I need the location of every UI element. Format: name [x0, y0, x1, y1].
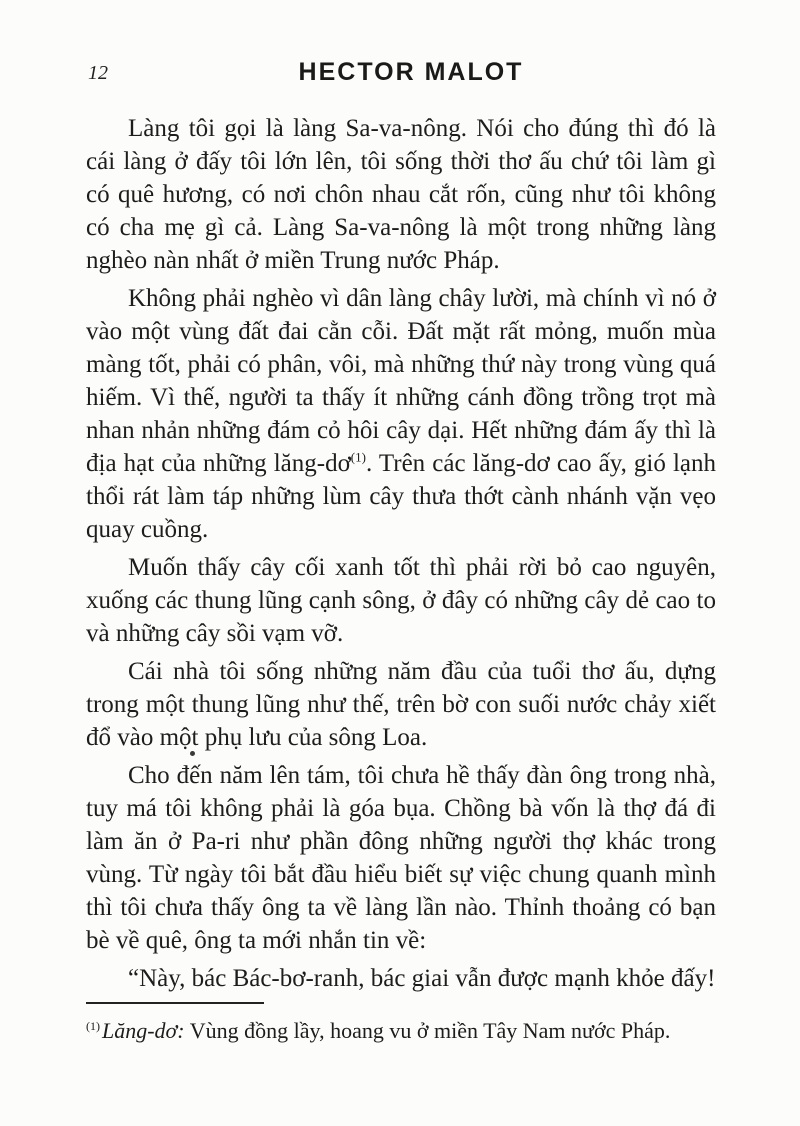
paragraph-2-text-after-ref: . Trên các lăng-dơ cao ấy, gió lạnh thổi rát làm táp những lùm cây thưa thớt cành nhánh vặn vẹo quay cuồng.	[86, 450, 717, 543]
footnote-definition: Vùng đồng lầy, hoang vu ở miền Tây Nam nước Pháp.	[184, 1018, 671, 1043]
paragraph-1: Làng tôi gọi là làng Sa-va-nông. Nói cho đúng thì đó là cái làng ở đấy tôi lớn lên, tôi sống thời thơ ấu chứ tôi làm gì có quê hương, có nơi chôn nhau cắt rốn, cũng như tôi không có cha mẹ gì cả. Làng Sa-va-nông là một trong những làng nghèo nàn nhất ở miền Trung nước Pháp.	[86, 115, 716, 274]
paragraph-2	[86, 282, 716, 546]
footnote-text	[86, 1017, 716, 1045]
footnote-term: Lăng-dơ:	[102, 1018, 185, 1043]
page-header	[86, 58, 716, 90]
paragraph-3: Muốn thấy cây cối xanh tốt thì phải rời bỏ cao nguyên, xuống các thung lũng cạnh sông, ở đây có những cây dẻ cao to và những cây sồi vạm vỡ.	[86, 554, 716, 647]
footnote-marker: (1)	[86, 1018, 100, 1033]
footnote	[86, 1002, 716, 1045]
body-text	[86, 112, 716, 1000]
footnote-reference: (1)	[350, 449, 366, 465]
footnote-divider	[86, 1002, 264, 1004]
ink-speck	[190, 751, 195, 756]
paragraph-quote: “Này, bác Bác-bơ-ranh, bác giai vẫn được mạnh khỏe đấy!	[128, 965, 716, 992]
page-number: 12	[88, 62, 108, 84]
running-title: HECTOR MALOT	[298, 58, 524, 86]
paragraph-2-text: Không phải nghèo vì dân làng chây lười, mà chính vì nó ở vào một vùng đất đai cằn cỗi. Đất mặt rất mỏng, muốn mùa màng tốt, phải có phân, vôi, mà những thứ này trong vùng quá hiếm. Vì thế, người ta thấy ít những cánh đồng trồng trọt mà nhan nhản những đám cỏ hôi cây dại. Hết những đám ấy thì là địa hạt của những lăng-dơ	[86, 285, 716, 477]
paragraph-4: Cái nhà tôi sống những năm đầu của tuổi thơ ấu, dựng trong một thung lũng như thế, trên bờ con suối nước chảy xiết đổ vào một phụ lưu của sông Loa.	[86, 658, 716, 751]
paragraph-5: Cho đến năm lên tám, tôi chưa hề thấy đàn ông trong nhà, tuy má tôi không phải là góa bụa. Chồng bà vốn là thợ đá đi làm ăn ở Pa-ri như phần đông những người thợ khác trong vùng. Từ ngày tôi bắt đầu hiểu biết sự việc chung quanh mình thì tôi chưa thấy ông ta về làng lần nào. Thỉnh thoảng có bạn bè về quê, ông ta mới nhắn tin về:	[86, 762, 716, 954]
